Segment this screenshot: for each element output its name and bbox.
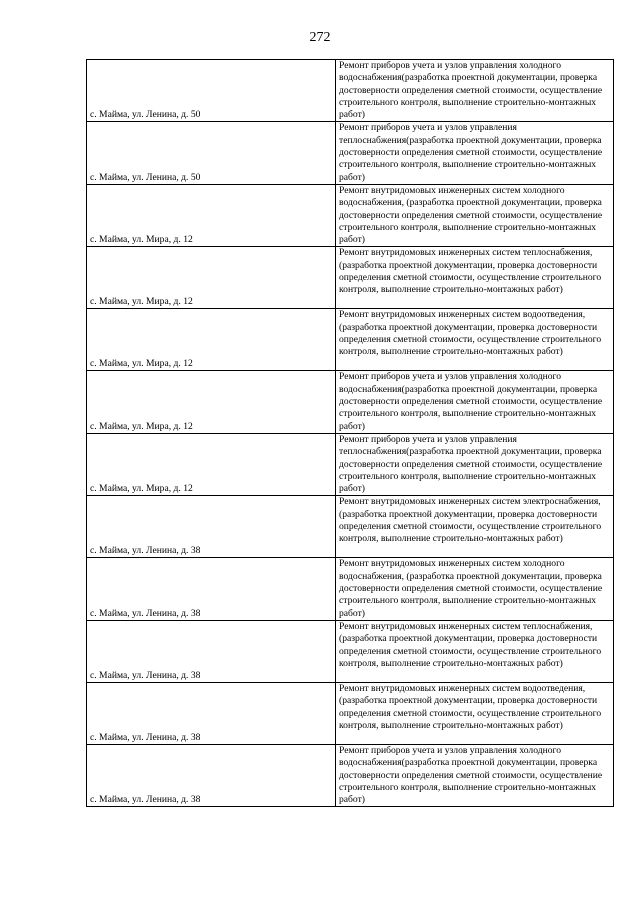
address-cell: с. Майма, ул. Ленина, д. 38 <box>87 496 336 558</box>
address-cell: с. Майма, ул. Ленина, д. 50 <box>87 122 336 184</box>
table-row <box>87 496 614 558</box>
work-description-cell: Ремонт приборов учета и узлов управления теплоснабжения(разработка проектной документации, проверка достоверности определения сметной стоимости, осуществление строительного контроля, выполнение строительно-монтажных работ) <box>336 433 614 495</box>
work-description-cell: Ремонт внутридомовых инженерных систем теплоснабжения, (разработка проектной документации, проверка достоверности определения сметной стоимости, осуществление строительного контроля, выполнение строительно-монтажных работ) <box>336 620 614 682</box>
table-row <box>87 122 614 184</box>
page-number: 272 <box>309 30 331 45</box>
table-row <box>87 558 614 620</box>
work-description-cell: Ремонт внутридомовых инженерных систем электроснабжения, (разработка проектной документации, проверка достоверности определения сметной стоимости, осуществление строительного контроля, выполнение строительно-монтажных работ) <box>336 496 614 558</box>
work-description-cell: Ремонт приборов учета и узлов управления холодного водоснабжения(разработка проектной документации, проверка достоверности определения сметной стоимости, осуществление строительного контроля, выполнение строительно-монтажных работ) <box>336 60 614 122</box>
work-description-cell: Ремонт внутридомовых инженерных систем холодного водоснабжения, (разработка проектной документации, проверка достоверности определения сметной стоимости, осуществление строительного контроля, выполнение строительно-монтажных работ) <box>336 184 614 246</box>
work-description-cell: Ремонт приборов учета и узлов управления холодного водоснабжения(разработка проектной документации, проверка достоверности определения сметной стоимости, осуществление строительного контроля, выполнение строительно-монтажных работ) <box>336 371 614 433</box>
address-cell: с. Майма, ул. Мира, д. 12 <box>87 247 336 309</box>
table-row <box>87 309 614 371</box>
table-row <box>87 371 614 433</box>
table-row <box>87 184 614 246</box>
address-cell: с. Майма, ул. Мира, д. 12 <box>87 309 336 371</box>
table-row <box>87 744 614 806</box>
work-description-cell: Ремонт приборов учета и узлов управления холодного водоснабжения(разработка проектной документации, проверка достоверности определения сметной стоимости, осуществление строительного контроля, выполнение строительно-монтажных работ) <box>336 744 614 806</box>
address-cell: с. Майма, ул. Мира, д. 12 <box>87 184 336 246</box>
work-description-cell: Ремонт внутридомовых инженерных систем теплоснабжения, (разработка проектной документации, проверка достоверности определения сметной стоимости, осуществление строительного контроля, выполнение строительно-монтажных работ) <box>336 247 614 309</box>
address-cell: с. Майма, ул. Ленина, д. 38 <box>87 620 336 682</box>
address-cell: с. Майма, ул. Ленина, д. 38 <box>87 558 336 620</box>
work-description-cell: Ремонт приборов учета и узлов управления теплоснабжения(разработка проектной документации, проверка достоверности определения сметной стоимости, осуществление строительного контроля, выполнение строительно-монтажных работ) <box>336 122 614 184</box>
works-table <box>86 59 614 807</box>
work-description-cell: Ремонт внутридомовых инженерных систем водоотведения, (разработка проектной документации, проверка достоверности определения сметной стоимости, осуществление строительного контроля, выполнение строительно-монтажных работ) <box>336 309 614 371</box>
address-cell: с. Майма, ул. Ленина, д. 38 <box>87 744 336 806</box>
work-description-cell: Ремонт внутридомовых инженерных систем холодного водоснабжения, (разработка проектной документации, проверка достоверности определения сметной стоимости, осуществление строительного контроля, выполнение строительно-монтажных работ) <box>336 558 614 620</box>
table-row <box>87 682 614 744</box>
table-row <box>87 60 614 122</box>
address-cell: с. Майма, ул. Мира, д. 12 <box>87 433 336 495</box>
address-cell: с. Майма, ул. Ленина, д. 38 <box>87 682 336 744</box>
address-cell: с. Майма, ул. Мира, д. 12 <box>87 371 336 433</box>
table-row <box>87 620 614 682</box>
table-row <box>87 433 614 495</box>
table-row <box>87 247 614 309</box>
address-cell: с. Майма, ул. Ленина, д. 50 <box>87 60 336 122</box>
work-description-cell: Ремонт внутридомовых инженерных систем водоотведения, (разработка проектной документации, проверка достоверности определения сметной стоимости, осуществление строительного контроля, выполнение строительно-монтажных работ) <box>336 682 614 744</box>
